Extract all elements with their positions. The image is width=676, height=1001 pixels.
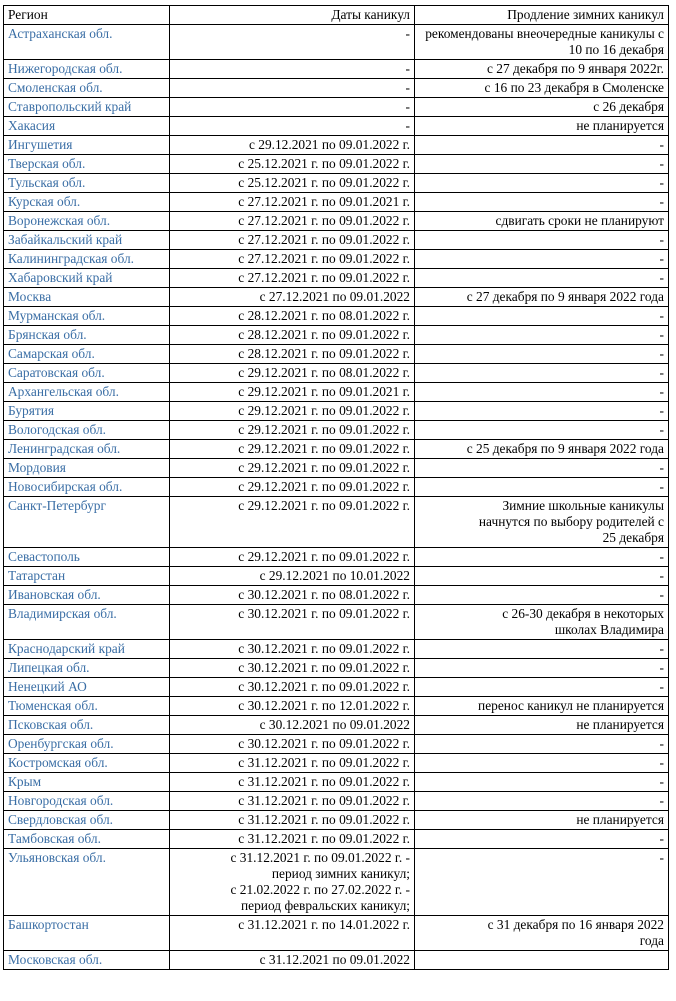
table-row [4, 567, 669, 586]
dates-cell: с 31.12.2021 г. по 09.01.2022 г. [170, 811, 415, 830]
table-row [4, 792, 669, 811]
dates-cell: с 31.12.2021 г. по 14.01.2022 г. [170, 916, 415, 951]
dates-cell: с 25.12.2021 г. по 09.01.2022 г. [170, 174, 415, 193]
dates-cell: с 28.12.2021 г. по 09.01.2022 г. [170, 345, 415, 364]
extension-cell [415, 951, 669, 970]
region-cell[interactable]: Костромская обл. [4, 754, 170, 773]
extension-cell: - [415, 459, 669, 478]
dates-cell: с 31.12.2021 г. по 09.01.2022 г. [170, 773, 415, 792]
extension-cell: не планируется [415, 117, 669, 136]
region-cell[interactable]: Москва [4, 288, 170, 307]
region-cell[interactable]: Архангельская обл. [4, 383, 170, 402]
table-row [4, 478, 669, 497]
region-cell[interactable]: Забайкальский край [4, 231, 170, 250]
table-row [4, 659, 669, 678]
dates-cell: с 31.12.2021 г. по 09.01.2022 г. - период зимних каникул; с 21.02.2022 г. по 27.02.2022 г. - период февральских каникул; [170, 849, 415, 916]
region-cell[interactable]: Астраханская обл. [4, 25, 170, 60]
dates-cell: с 30.12.2021 г. по 09.01.2022 г. [170, 605, 415, 640]
table-row [4, 640, 669, 659]
dates-cell: с 28.12.2021 г. по 09.01.2022 г. [170, 326, 415, 345]
extension-cell: с 31 декабря по 16 января 2022 года [415, 916, 669, 951]
dates-cell: с 27.12.2021 г. по 09.01.2022 г. [170, 212, 415, 231]
dates-cell: с 27.12.2021 г. по 09.01.2022 г. [170, 269, 415, 288]
table-row [4, 136, 669, 155]
region-cell[interactable]: Севастополь [4, 548, 170, 567]
dates-cell: с 30.12.2021 г. по 09.01.2022 г. [170, 659, 415, 678]
extension-cell: - [415, 345, 669, 364]
table-row [4, 773, 669, 792]
extension-cell: - [415, 830, 669, 849]
extension-cell: - [415, 659, 669, 678]
extension-cell: - [415, 678, 669, 697]
extension-cell: - [415, 567, 669, 586]
dates-cell: с 29.12.2021 г. по 09.01.2022 г. [170, 459, 415, 478]
table-header-row [4, 6, 669, 25]
table-row [4, 440, 669, 459]
region-cell[interactable]: Крым [4, 773, 170, 792]
region-cell[interactable]: Башкортостан [4, 916, 170, 951]
dates-cell: с 31.12.2021 по 09.01.2022 [170, 951, 415, 970]
extension-cell: - [415, 364, 669, 383]
dates-cell: с 30.12.2021 г. по 09.01.2022 г. [170, 640, 415, 659]
dates-cell: с 28.12.2021 г. по 08.01.2022 г. [170, 307, 415, 326]
table-row [4, 402, 669, 421]
region-cell[interactable]: Липецкая обл. [4, 659, 170, 678]
region-cell[interactable]: Тюменская обл. [4, 697, 170, 716]
region-cell[interactable]: Тульская обл. [4, 174, 170, 193]
header-extension: Продление зимних каникул [415, 6, 669, 25]
table-row [4, 364, 669, 383]
region-cell[interactable]: Нижегородская обл. [4, 60, 170, 79]
region-cell[interactable]: Самарская обл. [4, 345, 170, 364]
region-cell[interactable]: Краснодарский край [4, 640, 170, 659]
extension-cell: перенос каникул не планируется [415, 697, 669, 716]
extension-cell: - [415, 383, 669, 402]
table-row [4, 117, 669, 136]
dates-cell: с 27.12.2021 г. по 09.01.2021 г. [170, 193, 415, 212]
extension-cell: - [415, 155, 669, 174]
region-cell[interactable]: Калининградская обл. [4, 250, 170, 269]
extension-cell: не планируется [415, 716, 669, 735]
table-row [4, 307, 669, 326]
table-body [4, 25, 669, 970]
extension-cell: сдвигать сроки не планируют [415, 212, 669, 231]
extension-cell: - [415, 136, 669, 155]
dates-cell: с 30.12.2021 по 09.01.2022 [170, 716, 415, 735]
dates-cell: - [170, 79, 415, 98]
table-row [4, 548, 669, 567]
extension-cell: - [415, 754, 669, 773]
extension-cell: - [415, 849, 669, 916]
dates-cell: с 30.12.2021 г. по 12.01.2022 г. [170, 697, 415, 716]
holidays-table [3, 5, 669, 970]
region-cell[interactable]: Свердловская обл. [4, 811, 170, 830]
region-cell[interactable]: Новгородская обл. [4, 792, 170, 811]
dates-cell: с 29.12.2021 г. по 09.01.2022 г. [170, 478, 415, 497]
dates-cell: с 31.12.2021 г. по 09.01.2022 г. [170, 792, 415, 811]
extension-cell: с 16 по 23 декабря в Смоленске [415, 79, 669, 98]
table-row [4, 98, 669, 117]
region-cell[interactable]: Татарстан [4, 567, 170, 586]
extension-cell: - [415, 735, 669, 754]
region-cell[interactable]: Московская обл. [4, 951, 170, 970]
extension-cell: - [415, 174, 669, 193]
extension-cell: с 27 декабря по 9 января 2022г. [415, 60, 669, 79]
table-row [4, 288, 669, 307]
table-row [4, 459, 669, 478]
dates-cell: - [170, 117, 415, 136]
table-row [4, 754, 669, 773]
table-row [4, 830, 669, 849]
table-row [4, 951, 669, 970]
region-cell[interactable]: Мурманская обл. [4, 307, 170, 326]
table-row [4, 269, 669, 288]
extension-cell: - [415, 231, 669, 250]
extension-cell: - [415, 586, 669, 605]
dates-cell: с 29.12.2021 г. по 09.01.2022 г. [170, 497, 415, 548]
region-cell[interactable]: Тверская обл. [4, 155, 170, 174]
table-row [4, 849, 669, 916]
extension-cell: с 26 декабря [415, 98, 669, 117]
table-row [4, 155, 669, 174]
region-cell[interactable]: Саратовская обл. [4, 364, 170, 383]
table-row [4, 678, 669, 697]
dates-cell: - [170, 60, 415, 79]
table-row [4, 212, 669, 231]
region-cell[interactable]: Ненецкий АО [4, 678, 170, 697]
extension-cell: - [415, 307, 669, 326]
extension-cell: - [415, 548, 669, 567]
dates-cell: с 30.12.2021 г. по 08.01.2022 г. [170, 586, 415, 605]
dates-cell: с 29.12.2021 г. по 09.01.2021 г. [170, 383, 415, 402]
region-cell[interactable]: Ленинградская обл. [4, 440, 170, 459]
dates-cell: с 29.12.2021 г. по 09.01.2022 г. [170, 421, 415, 440]
region-cell[interactable]: Тамбовская обл. [4, 830, 170, 849]
extension-cell: рекомендованы внеочередные каникулы с 10 по 16 декабря [415, 25, 669, 60]
dates-cell: с 31.12.2021 г. по 09.01.2022 г. [170, 830, 415, 849]
region-cell[interactable]: Псковская обл. [4, 716, 170, 735]
table-row [4, 345, 669, 364]
table-row [4, 25, 669, 60]
region-cell[interactable]: Вологодская обл. [4, 421, 170, 440]
dates-cell: с 29.12.2021 г. по 09.01.2022 г. [170, 440, 415, 459]
table-row [4, 326, 669, 345]
extension-cell: - [415, 326, 669, 345]
header-dates: Даты каникул [170, 6, 415, 25]
extension-cell: - [415, 421, 669, 440]
extension-cell: - [415, 478, 669, 497]
extension-cell: - [415, 402, 669, 421]
table-row [4, 735, 669, 754]
table-row [4, 421, 669, 440]
region-cell[interactable]: Мордовия [4, 459, 170, 478]
table-row [4, 250, 669, 269]
region-cell[interactable]: Брянская обл. [4, 326, 170, 345]
dates-cell: с 29.12.2021 по 09.01.2022 г. [170, 136, 415, 155]
table-row [4, 811, 669, 830]
dates-cell: с 27.12.2021 по 09.01.2022 [170, 288, 415, 307]
region-cell[interactable]: Владимирская обл. [4, 605, 170, 640]
extension-cell: Зимние школьные каникулы начнутся по выбору родителей с 25 декабря [415, 497, 669, 548]
extension-cell: - [415, 250, 669, 269]
extension-cell: - [415, 269, 669, 288]
dates-cell: с 27.12.2021 г. по 09.01.2022 г. [170, 231, 415, 250]
region-cell[interactable]: Хабаровский край [4, 269, 170, 288]
dates-cell: - [170, 25, 415, 60]
region-cell[interactable]: Ставропольский край [4, 98, 170, 117]
table-row [4, 916, 669, 951]
region-cell[interactable]: Санкт-Петербург [4, 497, 170, 548]
dates-cell: с 29.12.2021 по 10.01.2022 [170, 567, 415, 586]
region-cell[interactable]: Воронежская обл. [4, 212, 170, 231]
region-cell[interactable]: Курская обл. [4, 193, 170, 212]
dates-cell: с 29.12.2021 г. по 08.01.2022 г. [170, 364, 415, 383]
extension-cell: - [415, 792, 669, 811]
extension-cell: - [415, 773, 669, 792]
dates-cell: с 30.12.2021 г. по 09.01.2022 г. [170, 735, 415, 754]
table-row [4, 497, 669, 548]
table-row [4, 231, 669, 250]
dates-cell: с 29.12.2021 г. по 09.01.2022 г. [170, 548, 415, 567]
dates-cell: - [170, 98, 415, 117]
dates-cell: с 31.12.2021 г. по 09.01.2022 г. [170, 754, 415, 773]
dates-cell: с 30.12.2021 г. по 09.01.2022 г. [170, 678, 415, 697]
region-cell[interactable]: Смоленская обл. [4, 79, 170, 98]
table-row [4, 716, 669, 735]
dates-cell: с 29.12.2021 г. по 09.01.2022 г. [170, 402, 415, 421]
table-row [4, 605, 669, 640]
table-row [4, 383, 669, 402]
extension-cell: с 26-30 декабря в некоторых школах Владимира [415, 605, 669, 640]
region-cell[interactable]: Бурятия [4, 402, 170, 421]
extension-cell: не планируется [415, 811, 669, 830]
table-row [4, 193, 669, 212]
extension-cell: с 25 декабря по 9 января 2022 года [415, 440, 669, 459]
region-cell[interactable]: Ингушетия [4, 136, 170, 155]
region-cell[interactable]: Хакасия [4, 117, 170, 136]
table-row [4, 79, 669, 98]
region-cell[interactable]: Новосибирская обл. [4, 478, 170, 497]
region-cell[interactable]: Ивановская обл. [4, 586, 170, 605]
extension-cell: - [415, 193, 669, 212]
extension-cell: - [415, 640, 669, 659]
table-row [4, 60, 669, 79]
region-cell[interactable]: Оренбургская обл. [4, 735, 170, 754]
extension-cell: с 27 декабря по 9 января 2022 года [415, 288, 669, 307]
dates-cell: с 25.12.2021 г. по 09.01.2022 г. [170, 155, 415, 174]
header-region: Регион [4, 6, 170, 25]
region-cell[interactable]: Ульяновская обл. [4, 849, 170, 916]
table-row [4, 174, 669, 193]
table-row [4, 697, 669, 716]
table-row [4, 586, 669, 605]
dates-cell: с 27.12.2021 г. по 09.01.2022 г. [170, 250, 415, 269]
